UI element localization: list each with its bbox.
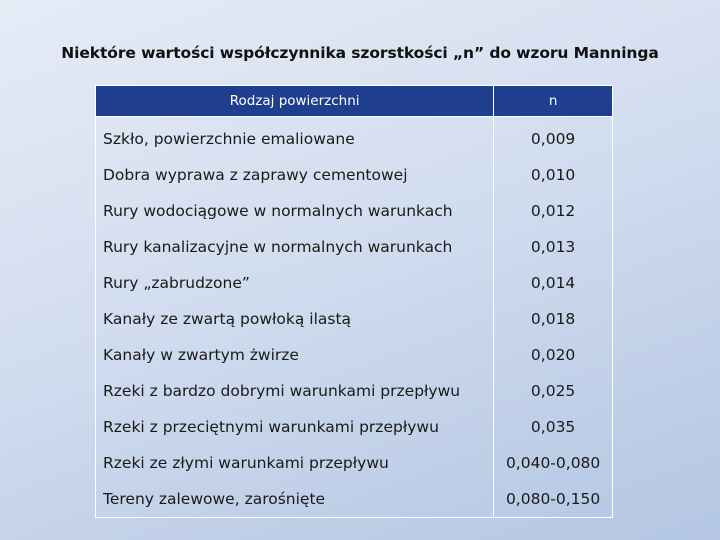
header-surface-type: Rodzaj powierzchni <box>96 86 494 117</box>
table-header-row <box>96 86 613 117</box>
surface-cell: Rzeki z bardzo dobrymi warunkami przepływu <box>103 382 461 400</box>
surface-cell: Dobra wyprawa z zaprawy cementowej <box>103 166 408 184</box>
n-value-cell: 0,009 <box>494 117 613 158</box>
surface-cell: Rzeki z przeciętnymi warunkami przepływu <box>103 418 439 436</box>
table-row <box>96 409 613 445</box>
surface-cell: Kanały ze zwartą powłoką ilastą <box>103 310 352 328</box>
table-row <box>96 229 613 265</box>
n-value-cell: 0,010 <box>494 157 613 193</box>
n-value-cell: 0,020 <box>494 337 613 373</box>
surface-cell: Rury wodociągowe w normalnych warunkach <box>103 202 453 220</box>
n-value-cell: 0,080-0,150 <box>494 481 613 518</box>
surface-cell: Tereny zalewowe, zarośnięte <box>103 490 326 508</box>
surface-cell: Rury „zabrudzone” <box>103 274 250 292</box>
header-n: n <box>494 86 613 117</box>
n-value-cell: 0,025 <box>494 373 613 409</box>
surface-cell: Rury kanalizacyjne w normalnych warunkach <box>103 238 453 256</box>
n-value-cell: 0,012 <box>494 193 613 229</box>
table-row <box>96 337 613 373</box>
table-row <box>96 481 613 518</box>
table-row <box>96 157 613 193</box>
n-value-cell: 0,040-0,080 <box>494 445 613 481</box>
table-row <box>96 373 613 409</box>
table-row <box>96 193 613 229</box>
n-value-cell: 0,035 <box>494 409 613 445</box>
table-row <box>96 301 613 337</box>
n-value-cell: 0,013 <box>494 229 613 265</box>
table-row <box>96 117 613 158</box>
n-value-cell: 0,018 <box>494 301 613 337</box>
n-value-cell: 0,014 <box>494 265 613 301</box>
table-row <box>96 265 613 301</box>
table-row <box>96 445 613 481</box>
surface-cell: Szkło, powierzchnie emaliowane <box>103 130 355 148</box>
surface-cell: Rzeki ze złymi warunkami przepływu <box>103 454 389 472</box>
surface-cell: Kanały w zwartym żwirze <box>103 346 299 364</box>
slide-title: Niektóre wartości współczynnika szorstkości „n” do wzoru Manninga <box>61 44 659 62</box>
roughness-table <box>95 85 613 518</box>
